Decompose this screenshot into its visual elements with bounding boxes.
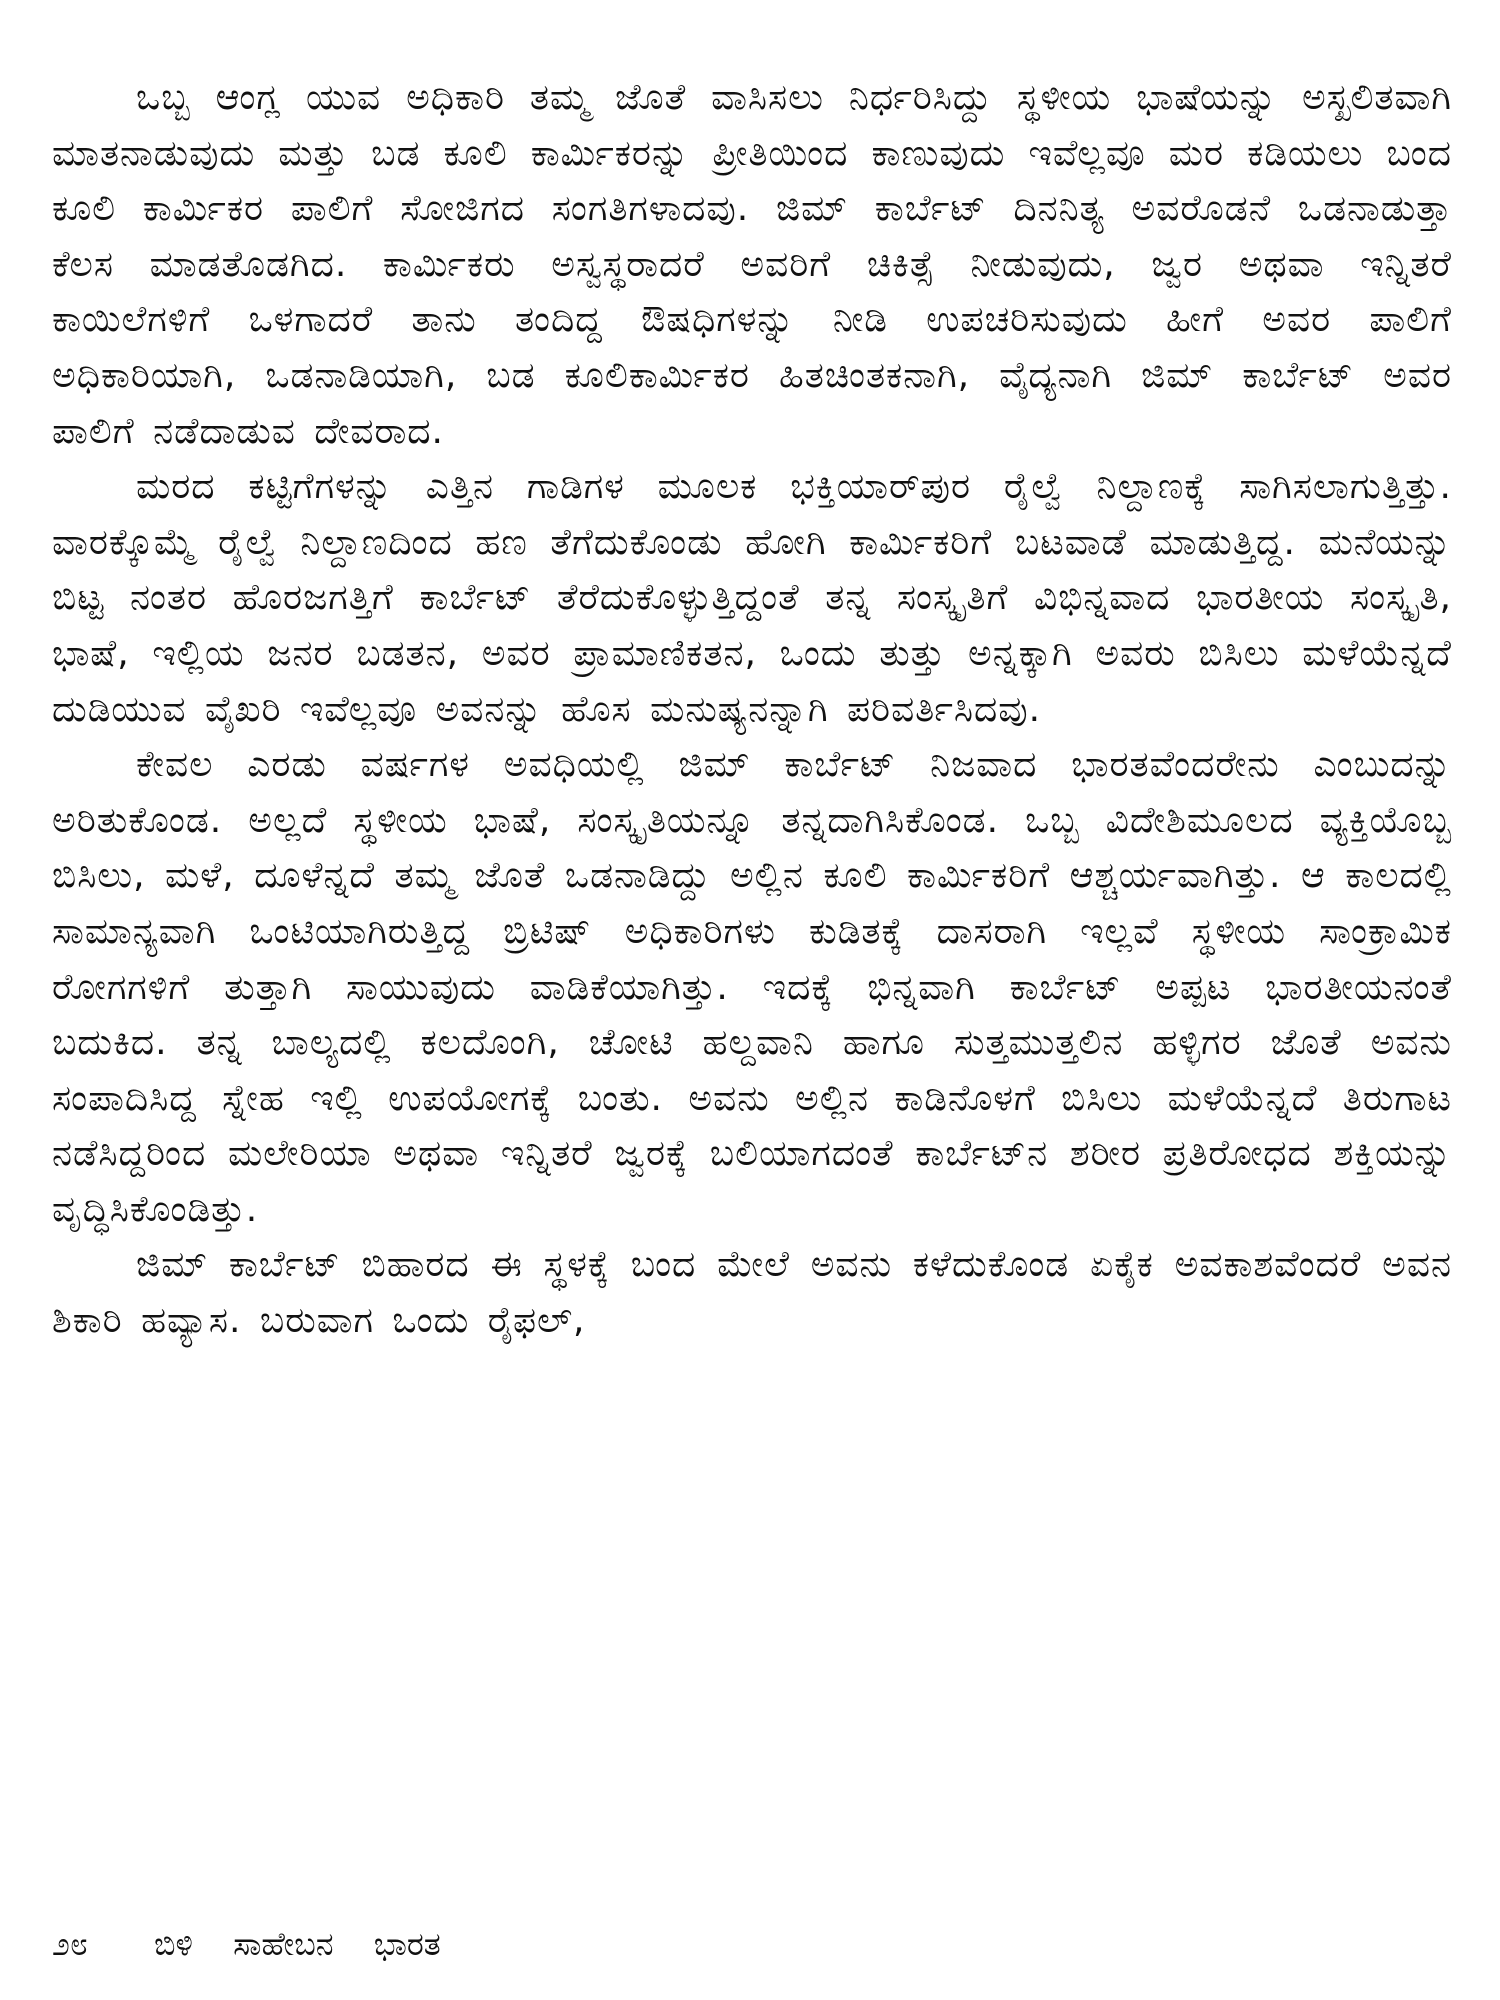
paragraph-1: ಒಬ್ಬ ಆಂಗ್ಲ ಯುವ ಅಧಿಕಾರಿ ತಮ್ಮ ಜೊತೆ ವಾಸಿಸಲು ನಿರ್ಧರಿಸಿದ್ದು ಸ್ಥಳೀಯ ಭಾಷೆಯನ್ನು ಅಸ್ಖಲಿತವಾಗಿ ಮಾತನಾಡುವುದು ಮತ್ತು ಬಡ ಕೂಲಿ ಕಾರ್ಮಿಕರನ್ನು ಪ್ರೀತಿಯಿಂದ ಕಾಣುವುದು ಇವೆಲ್ಲವೂ ಮರ ಕಡಿಯಲು ಬಂದ ಕೂಲಿ ಕಾರ್ಮಿಕರ ಪಾಲಿಗೆ ಸೋಜಿಗದ ಸಂಗತಿಗಳಾದವು. ಜಿಮ್ ಕಾರ್ಬೆಟ್ ದಿನನಿತ್ಯ ಅವರೊಡನೆ ಒಡನಾಡುತ್ತಾ ಕೆಲಸ ಮಾಡತೊಡಗಿದ. ಕಾರ್ಮಿಕರು ಅಸ್ವಸ್ಥರಾದರೆ ಅವರಿಗೆ ಚಿಕಿತ್ಸೆ ನೀಡುವುದು, ಜ್ವರ ಅಥವಾ ಇನ್ನಿತರೆ ಕಾಯಿಲೆಗಳಿಗೆ ಒಳಗಾದರೆ ತಾನು ತಂದಿದ್ದ ಔಷಧಿಗಳನ್ನು ನೀಡಿ ಉಪಚರಿಸುವುದು ಹೀಗೆ ಅವರ ಪಾಲಿಗೆ ಅಧಿಕಾರಿಯಾಗಿ, ಒಡನಾಡಿಯಾಗಿ, ಬಡ ಕೂಲಿಕಾರ್ಮಿಕರ ಹಿತಚಿಂತಕನಾಗಿ, ವೈದ್ಯನಾಗಿ ಜಿಮ್ ಕಾರ್ಬೆಟ್ ಅವರ ಪಾಲಿಗೆ ನಡೆದಾಡುವ ದೇವರಾದ. [52, 77, 1452, 452]
page-footer [52, 1922, 441, 1966]
paragraph-3: ಕೇವಲ ಎರಡು ವರ್ಷಗಳ ಅವಧಿಯಲ್ಲಿ ಜಿಮ್ ಕಾರ್ಬೆಟ್ ನಿಜವಾದ ಭಾರತವೆಂದರೇನು ಎಂಬುದನ್ನು ಅರಿತುಕೊಂಡ. ಅಲ್ಲದೆ ಸ್ಥಳೀಯ ಭಾಷೆ, ಸಂಸ್ಕೃತಿಯನ್ನೂ ತನ್ನದಾಗಿಸಿಕೊಂಡ. ಒಬ್ಬ ವಿದೇಶಿಮೂಲದ ವ್ಯಕ್ತಿಯೊಬ್ಬ ಬಿಸಿಲು, ಮಳೆ, ದೂಳೆನ್ನದೆ ತಮ್ಮ ಜೊತೆ ಒಡನಾಡಿದ್ದು ಅಲ್ಲಿನ ಕೂಲಿ ಕಾರ್ಮಿಕರಿಗೆ ಆಶ್ಚರ್ಯವಾಗಿತ್ತು. ಆ ಕಾಲದಲ್ಲಿ ಸಾಮಾನ್ಯವಾಗಿ ಒಂಟಿಯಾಗಿರುತ್ತಿದ್ದ ಬ್ರಿಟಿಷ್ ಅಧಿಕಾರಿಗಳು ಕುಡಿತಕ್ಕೆ ದಾಸರಾಗಿ ಇಲ್ಲವೆ ಸ್ಥಳೀಯ ಸಾಂಕ್ರಾಮಿಕ ರೋಗಗಳಿಗೆ ತುತ್ತಾಗಿ ಸಾಯುವುದು ವಾಡಿಕೆಯಾಗಿತ್ತು. ಇದಕ್ಕೆ ಭಿನ್ನವಾಗಿ ಕಾರ್ಬೆಟ್ ಅಪ್ಪಟ ಭಾರತೀಯನಂತೆ ಬದುಕಿದ. ತನ್ನ ಬಾಲ್ಯದಲ್ಲಿ ಕಲದೊಂಗಿ, ಚೋಟಿ ಹಲ್ದವಾನಿ ಹಾಗೂ ಸುತ್ತಮುತ್ತಲಿನ ಹಳ್ಳಿಗರ ಜೊತೆ ಅವನು ಸಂಪಾದಿಸಿದ್ದ ಸ್ನೇಹ ಇಲ್ಲಿ ಉಪಯೋಗಕ್ಕೆ ಬಂತು. ಅವನು ಅಲ್ಲಿನ ಕಾಡಿನೊಳಗೆ ಬಿಸಿಲು ಮಳೆಯೆನ್ನದೆ ತಿರುಗಾಟ ನಡೆಸಿದ್ದರಿಂದ ಮಲೇರಿಯಾ ಅಥವಾ ಇನ್ನಿತರೆ ಜ್ವರಕ್ಕೆ ಬಲಿಯಾಗದಂತೆ ಕಾರ್ಬೆಟ್‌ನ ಶರೀರ ಪ್ರತಿರೋಧದ ಶಕ್ತಿಯನ್ನು ವೃದ್ಧಿಸಿಕೊಂಡಿತ್ತು. [52, 744, 1452, 1230]
running-title: ಬಿಳಿ ಸಾಹೇಬನ ಭಾರತ [154, 1925, 441, 1963]
paragraph-4: ಜಿಮ್ ಕಾರ್ಬೆಟ್ ಬಿಹಾರದ ಈ ಸ್ಥಳಕ್ಕೆ ಬಂದ ಮೇಲೆ ಅವನು ಕಳೆದುಕೊಂಡ ಏಕೈಕ ಅವಕಾಶವೆಂದರೆ ಅವನ ಶಿಕಾರಿ ಹವ್ಯಾಸ. ಬರುವಾಗ ಒಂದು ರೈಫಲ್, [52, 1244, 1452, 1342]
page-number: ೨೮ [52, 1925, 88, 1963]
page-body [52, 70, 1452, 1349]
paragraph-2: ಮರದ ಕಟ್ಟಿಗೆಗಳನ್ನು ಎತ್ತಿನ ಗಾಡಿಗಳ ಮೂಲಕ ಭಕ್ತಿಯಾರ್‌ಪುರ ರೈಲ್ವೆ ನಿಲ್ದಾಣಕ್ಕೆ ಸಾಗಿಸಲಾಗುತ್ತಿತ್ತು. ವಾರಕ್ಕೊಮ್ಮೆ ರೈಲ್ವೆ ನಿಲ್ದಾಣದಿಂದ ಹಣ ತೆಗೆದುಕೊಂಡು ಹೋಗಿ ಕಾರ್ಮಿಕರಿಗೆ ಬಟವಾಡೆ ಮಾಡುತ್ತಿದ್ದ. ಮನೆಯನ್ನು ಬಿಟ್ಟ ನಂತರ ಹೊರಜಗತ್ತಿಗೆ ಕಾರ್ಬೆಟ್ ತೆರೆದುಕೊಳ್ಳುತ್ತಿದ್ದಂತೆ ತನ್ನ ಸಂಸ್ಕೃತಿಗೆ ವಿಭಿನ್ನವಾದ ಭಾರತೀಯ ಸಂಸ್ಕೃತಿ, ಭಾಷೆ, ಇಲ್ಲಿಯ ಜನರ ಬಡತನ, ಅವರ ಪ್ರಾಮಾಣಿಕತನ, ಒಂದು ತುತ್ತು ಅನ್ನಕ್ಕಾಗಿ ಅವರು ಬಿಸಿಲು ಮಳೆಯೆನ್ನದೆ ದುಡಿಯುವ ವೈಖರಿ ಇವೆಲ್ಲವೂ ಅವನನ್ನು ಹೊಸ ಮನುಷ್ಯನನ್ನಾಗಿ ಪರಿವರ್ತಿಸಿದವು. [52, 466, 1452, 730]
